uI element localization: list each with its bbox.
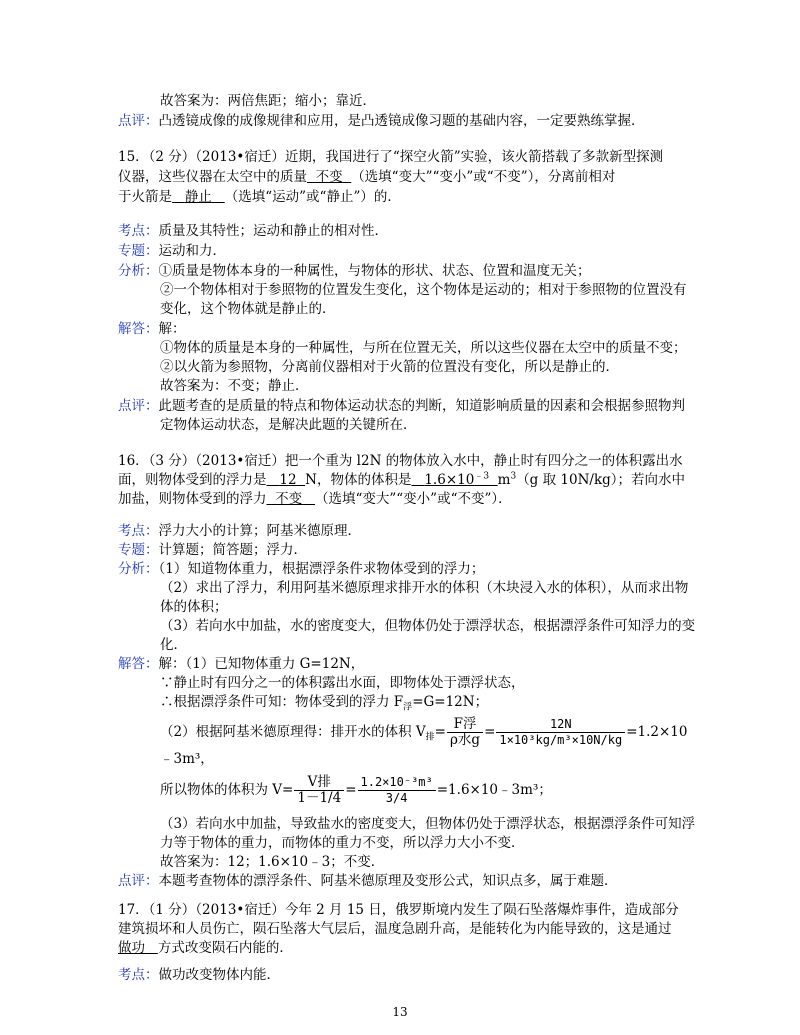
q14-answer: 故答案为：两倍焦距；缩小；靠近．: [160, 93, 376, 109]
q15-jieda-2: ②以火箭为参照物，分离前仪器相对于火箭的位置没有变化，所以是静止的．: [160, 359, 619, 375]
q15-blank-2: 静止: [184, 189, 212, 205]
q16-jieda-3-cont: ﹣3m³，: [160, 751, 214, 767]
q16-dianping: 点评：本题考查物体的漂浮条件、阿基米德原理及变形公式，知识点多，属于难题．: [118, 873, 618, 889]
q16-jieda-3: （2）根据阿基米德原理得：排开水的体积 $V_排=$ $\frac{\text{F浮}}{\text{ρ水g}}$ = $\frac{12N}{\text{1×10³kg/m³×10N/kg}}$ =1.2×10: [160, 716, 688, 748]
q17-stem-2: 建筑损坏和人员伤亡，陨石坠落大气层后，温度急剧升高，是能转化为内能导致的，这是通过: [118, 921, 672, 937]
q15-stem-1: 15．（2 分）（2013•宿迁）近期，我国进行了“探空火箭”实验，该火箭搭载了多款新型探测: [118, 149, 664, 165]
q15-zhuanti: 专题：运动和力．: [118, 243, 226, 259]
q16-fenxi-4: （3）若向水中加盐，水的密度变大，但物体仍处于漂浮状态，根据漂浮条件可知浮力的变: [160, 618, 696, 634]
q15-blank-1: 不变: [315, 169, 343, 185]
q16-jieda-4: 所以物体的体积为 V= $\frac{\text{V排}}{1-1/4}$ = $\frac{\text{1.2×10⁻³m³}}{3/4}$ =1.6×10﹣3m³；: [160, 774, 552, 806]
q16-blank-1: 12: [279, 472, 297, 488]
q16-fenxi-5: 化．: [160, 637, 187, 653]
q15-fenxi: 分析：①质量是物体本身的一种属性，与物体的形状、状态、位置和温度无关；: [118, 263, 591, 279]
q16-blank-3: 不变: [275, 491, 303, 507]
q16-fenxi-3: 体的体积；: [160, 599, 228, 615]
q17-blank-1: 做功: [118, 940, 145, 956]
q14-comment: [118, 112, 645, 130]
q15-fenxi-2: ②一个物体相对于参照物的位置发生变化，这个物体是运动的；相对于参照物的位置没有: [160, 282, 687, 298]
q15-kaodian: 考点：质量及其特性；运动和静止的相对性．: [118, 223, 388, 239]
q16-zhuanti: 专题：计算题；简答题；浮力．: [118, 542, 307, 558]
q16-stem-2: 面，则物体受到的浮力是 12 N，物体的体积是 $1.6\times 10^{﹣3}$ $m^3(g$ 取 10N/kg）；若向水中: [118, 471, 686, 488]
fraction-1: $\frac{\text{F浮}}{\text{ρ水g}}$: [447, 717, 483, 748]
q16-blank-2: $1.6\times 10^{﹣3}$: [424, 471, 490, 488]
comment-text: 凸透镜成像的成像规律和应用，是凸透镜成像习题的基础内容，一定要熟练掌握．: [158, 113, 645, 129]
q16-kaodian: 考点：浮力大小的计算；阿基米德原理．: [118, 523, 361, 539]
q15-fenxi-3: 变化，这个物体就是静止的．: [160, 301, 336, 317]
q17-stem-3: 做功 方式改变陨石内能的．: [118, 940, 293, 956]
q15-stem-2: 仪器，这些仪器在太空中的质量 不变 （选填“变大”“变小”或“不变”），分离前相对: [118, 169, 616, 185]
comment-label: 点评：: [118, 113, 159, 129]
q16-jieda-5: （3）若向水中加盐，导致盐水的密度变大，但物体仍处于漂浮状态，根据漂浮条件可知浮: [160, 816, 696, 832]
q16-stem-3: 加盐，则物体受到的浮力 不变 （选填“变大”“变小”或“不变”）．: [118, 491, 512, 507]
q15-stem-3: 于火箭是 静止 （选填“运动”或“静止”）的．: [118, 189, 401, 205]
q15-jieda-1: ①物体的质量是本身的一种属性，与所在位置无关，所以这些仪器在太空中的质量不变；: [160, 340, 687, 356]
q16-fenxi-2: （2）求出了浮力，利用阿基米德原理求排开水的体积（木块浸入水的体积），从而求出物: [160, 580, 689, 596]
q17-kaodian: 考点：做功改变物体内能．: [118, 967, 280, 983]
q15-jieda-3: 故答案为：不变；静止．: [160, 378, 309, 394]
q16-fenxi: 分析：（1）知道物体重力，根据漂浮条件求物体受到的浮力；: [118, 561, 485, 577]
q16-jieda-1: ∵静止时有四分之一的体积露出水面，即物体处于漂浮状态，: [160, 675, 525, 691]
fraction-3: $\frac{\text{V排}}{1-1/4}$: [294, 775, 344, 806]
q16-jieda-2: ∴根据漂浮条件可知：物体受到的浮力 $F_浮=G=12N$；: [160, 694, 489, 713]
q17-stem-1: 17．（1 分）（2013•宿迁）今年 2 月 15 日，俄罗斯境内发生了陨石坠落爆炸事件，造成部分: [118, 902, 679, 918]
q15-dianping-2: 定物体运动状态，是解决此题的关键所在．: [160, 417, 417, 433]
q16-stem-1: 16．（3 分）（2013•宿迁）把一个重为 l2N 的物体放入水中，静止时有四分之一的体积露出水: [118, 453, 683, 469]
page-number: 13: [392, 1005, 408, 1019]
q16-jieda-6: 力等于物体的重力，而物体的重力不变，所以浮力大小不变．: [160, 835, 525, 851]
q15-jieda: 解答：解：: [118, 321, 186, 337]
q15-dianping: 点评：此题考查的是质量的特点和物体运动状态的判断，知道影响质量的因素和会根据参照物判: [118, 398, 685, 414]
fraction-2: $\frac{12N}{\text{1×10³kg/m³×10N/kg}}$: [496, 717, 625, 748]
q16-jieda: 解答：解：（1）已知物体重力 G=12N，: [118, 656, 365, 672]
fraction-4: $\frac{\text{1.2×10⁻³m³}}{3/4}$: [358, 775, 436, 806]
q16-jieda-7: 故答案为：12；1.6×10﹣3；不变．: [160, 854, 385, 870]
